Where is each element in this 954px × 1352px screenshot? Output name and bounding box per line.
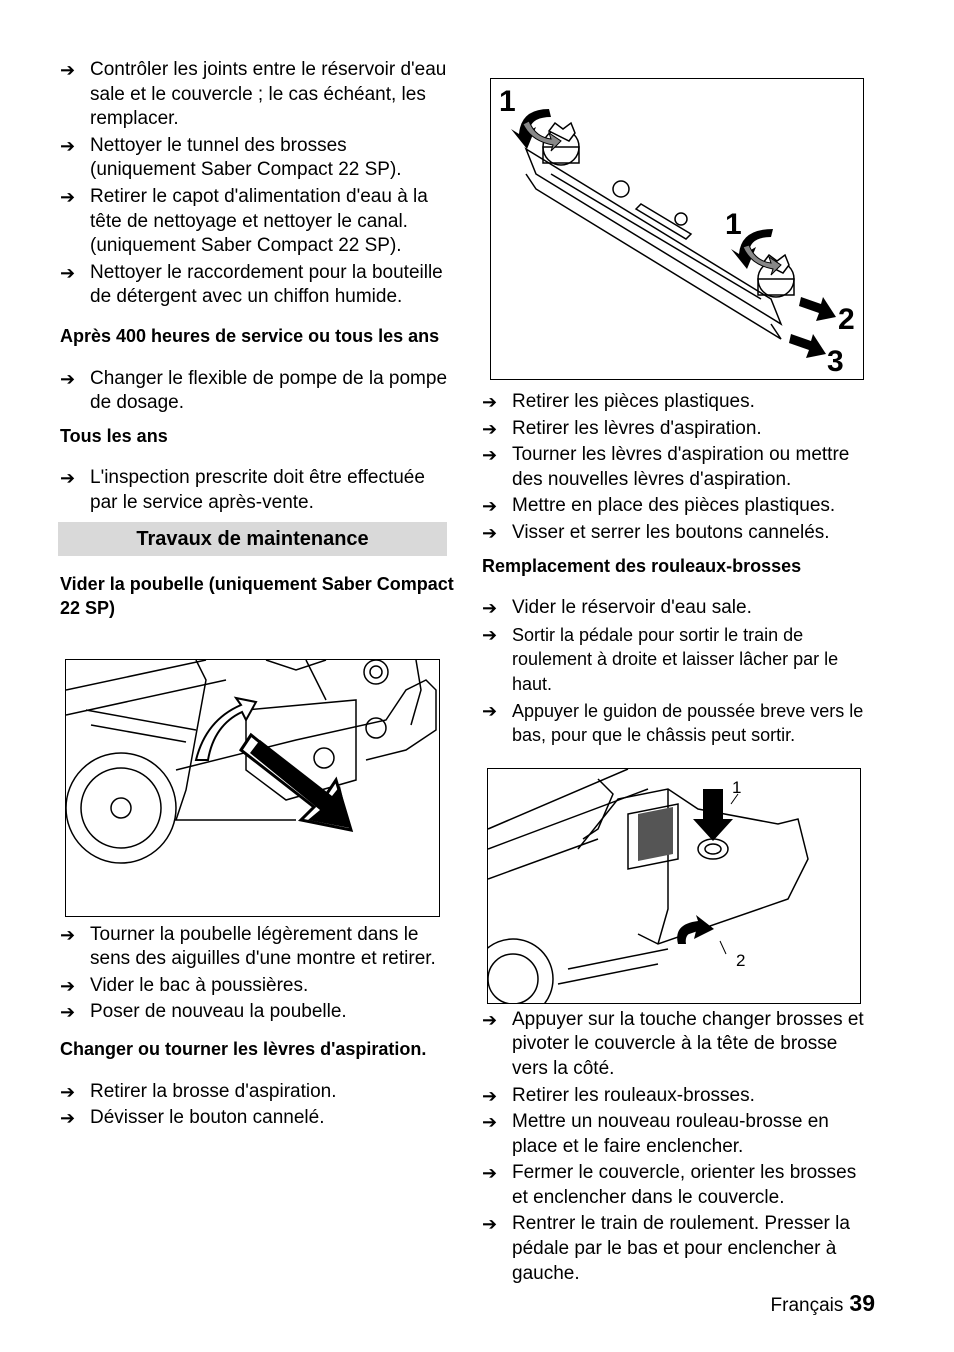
figure-squeegee	[490, 78, 864, 380]
step-list	[482, 390, 877, 546]
arrow-icon: ➔	[482, 1112, 498, 1133]
heading-brush-rollers: Remplacement des rouleaux-brosses	[482, 555, 802, 576]
arrow-icon: ➔	[60, 468, 76, 489]
callout-label: 1	[725, 208, 742, 241]
list-item: ➔ Mettre un nouveau rouleau-brosse en place et le faire enclencher.	[482, 1111, 829, 1157]
squeegee-illustration	[491, 79, 864, 380]
brush-head-illustration	[488, 769, 861, 1004]
list-item: ➔ Vider le réservoir d'eau sale.	[482, 596, 877, 621]
list-item: ➔ Retirer les pièces plastiques.	[482, 390, 877, 415]
arrow-icon: ➔	[482, 496, 498, 517]
step-list	[60, 58, 455, 310]
arrow-icon: ➔	[482, 392, 498, 412]
arrow-icon: ➔	[482, 522, 498, 543]
step-list	[60, 367, 455, 416]
arrow-icon: ➔	[482, 700, 498, 721]
arrow-icon: ➔	[60, 975, 76, 996]
arrow-icon: ➔	[60, 262, 76, 283]
list-item: ➔ Nettoyer le raccordement pour la bouteille de détergent avec un chiffon humide.	[60, 261, 443, 308]
page-number: 39	[849, 1290, 875, 1316]
list-item: ➔ Changer le flexible de pompe de la pompe de dosage.	[60, 367, 448, 414]
list-item: ➔ Visser et serrer les boutons cannelés.	[482, 521, 877, 546]
left-column	[60, 58, 455, 1133]
arrow-icon: ➔	[482, 1009, 498, 1030]
list-item: ➔ Mettre en place des pièces plastiques.	[482, 494, 877, 519]
section-title: Travaux de maintenance	[58, 522, 447, 556]
callout-label: 1	[499, 85, 516, 118]
arrow-icon: ➔	[60, 60, 76, 80]
list-item: ➔ Poser de nouveau la poubelle.	[60, 1000, 455, 1025]
arrow-icon: ➔	[60, 135, 76, 156]
list-item: ➔ Appuyer le guidon de poussée breve vers le bas, pour que le châssis peut sortir.	[482, 700, 864, 746]
right-column	[482, 78, 877, 1288]
callout-label: 1	[732, 777, 742, 797]
list-item: ➔ Retirer les rouleaux-brosses.	[482, 1084, 877, 1109]
callout-label: 3	[827, 345, 844, 378]
step-list	[60, 1080, 455, 1131]
list-item: ➔ Sortir la pédale pour sortir le train de roulement à droite et laisser lâcher par le haut.	[482, 624, 839, 694]
list-item: ➔ Tourner les lèvres d'aspiration ou mettre des nouvelles lèvres d'aspiration.	[482, 444, 850, 490]
list-item: ➔ Rentrer le train de roulement. Presser la pédale par le bas et pour enclencher à gauche.	[482, 1213, 850, 1284]
heading-suction-lips: Changer ou tourner les lèvres d'aspiration.	[60, 1039, 427, 1060]
step-list	[482, 1008, 877, 1287]
arrow-icon: ➔	[482, 598, 498, 619]
list-item: ➔ Tourner la poubelle légèrement dans le sens des aiguilles d'une montre et retirer.	[60, 923, 436, 970]
footer-language: Français	[770, 1295, 844, 1316]
list-item: ➔ Retirer la brosse d'aspiration.	[60, 1080, 455, 1105]
arrow-icon: ➔	[482, 624, 498, 645]
arrow-icon: ➔	[60, 1108, 76, 1129]
arrow-icon: ➔	[482, 1085, 498, 1106]
callout-label: 2	[838, 303, 855, 336]
heading-400-hours: Après 400 heures de service ou tous les ans	[60, 325, 440, 346]
arrow-icon: ➔	[482, 445, 498, 466]
arrow-icon: ➔	[60, 368, 76, 389]
arrow-icon: ➔	[60, 1002, 76, 1023]
heading-empty-bin: Vider la poubelle (uniquement Saber Compact 22 SP)	[60, 573, 454, 619]
arrow-icon: ➔	[60, 924, 76, 945]
list-item: ➔ Retirer le capot d'alimentation d'eau à la tête de nettoyage et nettoyer le canal. (uniquement Saber Compact 22 SP).	[60, 185, 428, 257]
figure-bin	[65, 659, 440, 917]
list-item: ➔ Fermer le couvercle, orienter les brosses et enclencher dans le couvercle.	[482, 1162, 857, 1208]
list-item: ➔ Dévisser le bouton cannelé.	[60, 1106, 455, 1131]
list-item: ➔ Vider le bac à poussières.	[60, 974, 455, 999]
step-list	[60, 466, 455, 515]
step-list	[482, 596, 877, 748]
figure-brush-head	[487, 768, 861, 1004]
arrow-icon: ➔	[60, 186, 76, 207]
arrow-icon: ➔	[482, 1214, 498, 1235]
list-item: ➔ Nettoyer le tunnel des brosses (uniquement Saber Compact 22 SP).	[60, 134, 402, 181]
page-footer	[771, 1290, 875, 1317]
list-item: ➔ Contrôler les joints entre le réservoir d'eau sale et le couvercle ; le cas échéant, les remplacer.	[60, 59, 447, 130]
list-item: ➔ L'inspection prescrite doit être effectuée par le service après-vente.	[60, 467, 425, 513]
heading-yearly: Tous les ans	[60, 425, 168, 446]
list-item: ➔ Appuyer sur la touche changer brosses et pivoter le couvercle à la tête de brosse vers la côté.	[482, 1008, 864, 1079]
bin-illustration	[66, 660, 440, 917]
list-item: ➔ Retirer les lèvres d'aspiration.	[482, 417, 877, 442]
callout-label: 2	[736, 950, 746, 970]
step-list	[60, 923, 455, 1025]
arrow-icon: ➔	[482, 1163, 498, 1184]
arrow-icon: ➔	[60, 1081, 76, 1102]
arrow-icon: ➔	[482, 418, 498, 439]
